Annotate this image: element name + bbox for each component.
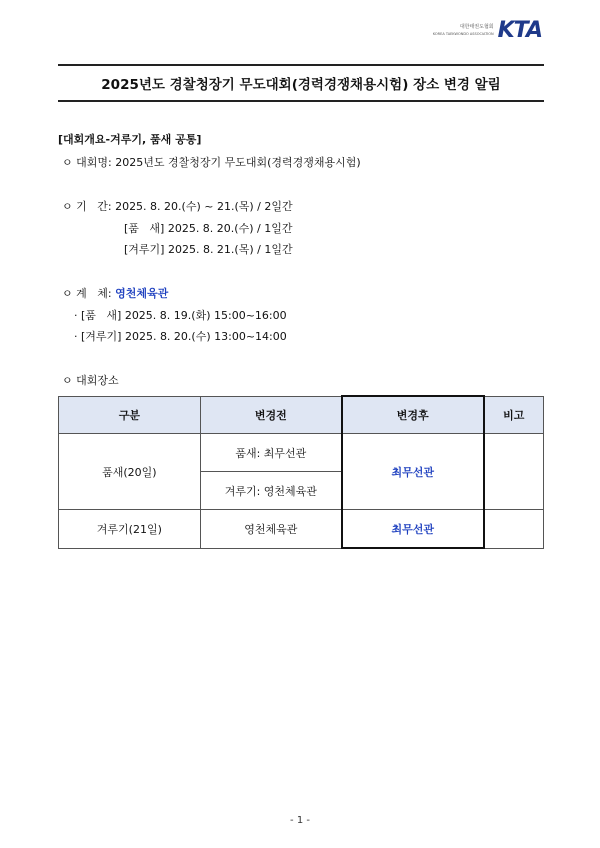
row1-category: 품새(20일): [59, 434, 201, 510]
venue-table: [58, 395, 544, 549]
row2-before: 영천체육관: [200, 510, 342, 549]
period: ㅇ 기 간: 2025. 8. 20.(수) ~ 21.(목) / 2일간: [62, 200, 293, 213]
header-after: 변경후: [342, 396, 484, 434]
weighin-poomsae: · [품 새] 2025. 8. 19.(화) 15:00~16:00: [74, 309, 287, 322]
event-name: ㅇ 대회명: 2025년도 경찰청장기 무도대회(경력경쟁채용시험): [62, 156, 361, 169]
kta-logo: [433, 18, 542, 43]
table-row: [59, 434, 544, 472]
header-before: 변경전: [200, 396, 342, 434]
row1-note: [484, 434, 544, 510]
page-number: - 1 -: [290, 815, 310, 826]
page-title: 2025년도 경찰청장기 무도대회(경력경쟁채용시험) 장소 변경 알림: [58, 64, 544, 102]
period-kyorugi: [겨루기] 2025. 8. 21.(목) / 1일간: [124, 243, 293, 256]
logo-subtext: 대한태권도협회 KOREA TAEKWONDO ASSOCIATION: [432, 23, 494, 36]
row2-after: 최무선관: [342, 510, 484, 549]
weighin-place: 영천체육관: [115, 287, 169, 300]
section-header: [대회개요-겨루기, 품새 공통]: [58, 133, 202, 146]
row1-before-1: 품새: 최무선관: [200, 434, 342, 472]
weighin-label: ㅇ 계 체:: [62, 287, 116, 300]
venue-label: ㅇ 대회장소: [62, 374, 119, 387]
row2-category: 겨루기(21일): [59, 510, 201, 549]
logo-mark: KTA: [497, 18, 542, 43]
table-header-row: [59, 396, 544, 434]
weighin: [62, 285, 168, 301]
period-poomsae: [품 새] 2025. 8. 20.(수) / 1일간: [124, 222, 293, 235]
table-row: [59, 510, 544, 549]
header-note: 비고: [484, 396, 544, 434]
row1-before-2: 겨루기: 영천체육관: [200, 472, 342, 510]
weighin-kyorugi: · [겨루기] 2025. 8. 20.(수) 13:00~14:00: [74, 330, 287, 343]
row2-note: [484, 510, 544, 549]
row1-after: 최무선관: [342, 434, 484, 510]
header-category: 구분: [59, 396, 201, 434]
